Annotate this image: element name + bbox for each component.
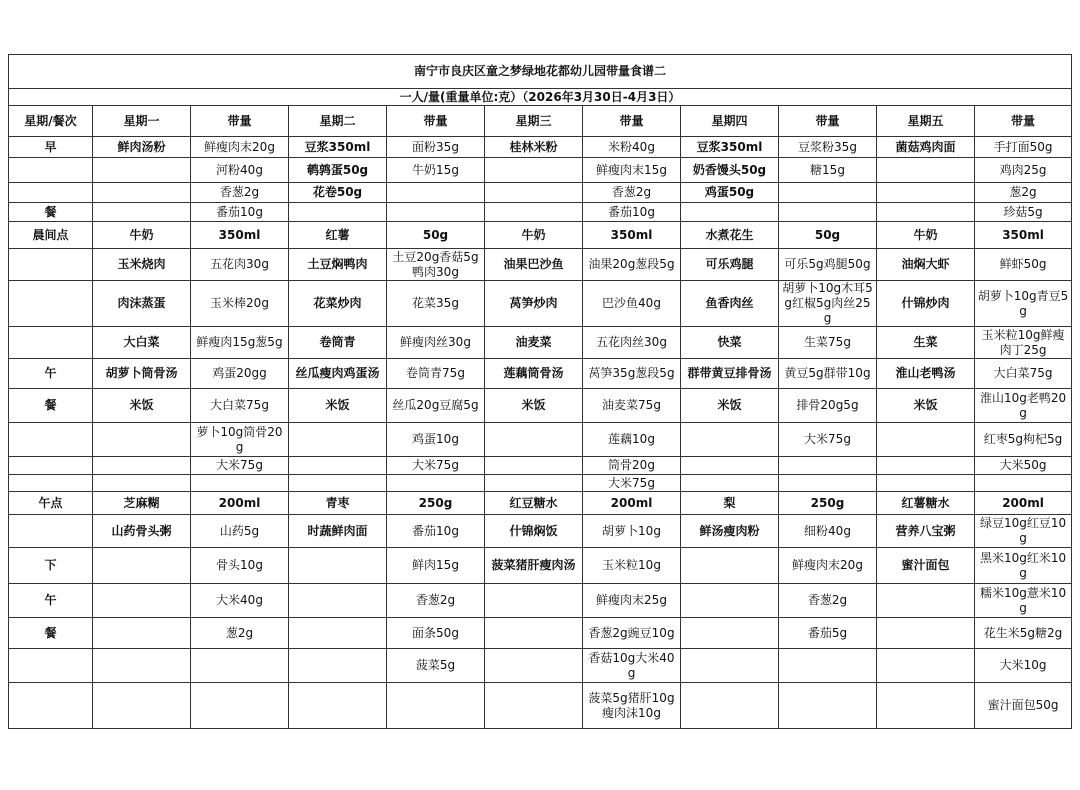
quantity-cell: 200ml [191,492,289,515]
quantity-cell: 手打面50g [975,137,1072,158]
quantity-cell [387,183,485,203]
dish-cell: 鸡蛋50g [681,183,779,203]
dish-cell: 时蔬鲜肉面 [289,515,387,548]
column-header: 星期二 [289,106,387,137]
dish-cell: 油果巴沙鱼 [485,249,583,281]
column-header: 星期一 [93,106,191,137]
menu-sheet [8,54,1071,729]
quantity-cell: 大米40g [191,584,289,618]
quantity-cell: 大白菜75g [191,389,289,423]
dish-cell [681,649,779,683]
quantity-cell: 花生米5g糖2g [975,618,1072,649]
quantity-cell [779,683,877,729]
dish-cell: 胡萝卜筒骨汤 [93,359,191,389]
dish-cell [681,584,779,618]
dish-cell: 鹌鹑蛋50g [289,158,387,183]
dish-cell [877,203,975,222]
dish-cell [877,649,975,683]
quantity-cell: 鲜瘦肉末25g [583,584,681,618]
table-row [9,203,1072,222]
meal-label-cell [9,249,93,281]
dish-cell: 油焖大虾 [877,249,975,281]
dish-cell: 鱼香肉丝 [681,281,779,327]
dish-cell [681,457,779,475]
quantity-cell: 豆浆粉35g [779,137,877,158]
dish-cell: 红薯糖水 [877,492,975,515]
table-row [9,327,1072,359]
quantity-cell: 胡萝卜10g [583,515,681,548]
dish-cell [289,475,387,492]
meal-label-cell [9,683,93,729]
table-row [9,683,1072,729]
dish-cell: 牛奶 [93,222,191,249]
page-subtitle: 一人/量(重量单位:克）（2026年3月30日-4月3日） [9,89,1072,106]
dish-cell [93,183,191,203]
dish-cell: 芝麻糊 [93,492,191,515]
quantity-cell: 胡萝卜10g青豆5g [975,281,1072,327]
dish-cell [485,618,583,649]
quantity-cell: 淮山10g老鸭20g [975,389,1072,423]
dish-cell: 卷筒青 [289,327,387,359]
quantity-cell: 番茄10g [583,203,681,222]
quantity-cell: 大米75g [779,423,877,457]
table-row [9,475,1072,492]
quantity-cell: 大米75g [583,475,681,492]
table-row [9,158,1072,183]
dish-cell [93,158,191,183]
dish-cell [485,158,583,183]
dish-cell [289,618,387,649]
table-row [9,492,1072,515]
quantity-cell [387,203,485,222]
dish-cell: 什锦焖饭 [485,515,583,548]
dish-cell: 牛奶 [485,222,583,249]
dish-cell [485,203,583,222]
meal-label-cell: 午 [9,359,93,389]
column-header: 带量 [975,106,1072,137]
dish-cell: 快菜 [681,327,779,359]
quantity-cell: 黄豆5g群带10g [779,359,877,389]
dish-cell [289,649,387,683]
quantity-cell: 鸡蛋10g [387,423,485,457]
quantity-cell [779,649,877,683]
quantity-cell: 细粉40g [779,515,877,548]
dish-cell: 蜜汁面包 [877,548,975,584]
quantity-cell [191,683,289,729]
dish-cell: 菌菇鸡肉面 [877,137,975,158]
meal-label-cell: 下 [9,548,93,584]
quantity-cell: 油麦菜75g [583,389,681,423]
quantity-cell [191,475,289,492]
table-row [9,137,1072,158]
dish-cell: 桂林米粉 [485,137,583,158]
quantity-cell: 萝卜10g筒骨20g [191,423,289,457]
dish-cell: 豆浆350ml [681,137,779,158]
quantity-cell: 五花肉30g [191,249,289,281]
quantity-cell: 绿豆10g红豆10g [975,515,1072,548]
quantity-cell: 糯米10g薏米10g [975,584,1072,618]
quantity-cell: 五花肉丝30g [583,327,681,359]
quantity-cell: 花菜35g [387,281,485,327]
quantity-cell: 鲜肉15g [387,548,485,584]
quantity-cell [779,457,877,475]
meal-label-cell [9,281,93,327]
column-header: 带量 [191,106,289,137]
quantity-cell: 香葱2g [387,584,485,618]
meal-label-cell: 餐 [9,618,93,649]
dish-cell [93,618,191,649]
dish-cell: 红薯 [289,222,387,249]
quantity-cell: 面条50g [387,618,485,649]
quantity-cell: 卷筒青75g [387,359,485,389]
quantity-cell: 山药5g [191,515,289,548]
quantity-cell: 玉米棒20g [191,281,289,327]
quantity-cell [387,683,485,729]
table-row [9,222,1072,249]
quantity-cell: 250g [387,492,485,515]
quantity-cell: 玉米粒10g鲜瘦肉丁25g [975,327,1072,359]
meal-label-cell [9,457,93,475]
quantity-cell: 鲜瘦肉末20g [191,137,289,158]
column-header: 带量 [779,106,877,137]
dish-cell [877,584,975,618]
dish-cell [485,423,583,457]
dish-cell [93,683,191,729]
quantity-cell: 番茄5g [779,618,877,649]
quantity-cell: 鸡肉25g [975,158,1072,183]
dish-cell: 米饭 [485,389,583,423]
dish-cell: 群带黄豆排骨汤 [681,359,779,389]
meal-label-cell [9,327,93,359]
quantity-cell: 大米10g [975,649,1072,683]
dish-cell: 丝瓜瘦肉鸡蛋汤 [289,359,387,389]
meal-label-cell: 餐 [9,389,93,423]
dish-cell: 花卷50g [289,183,387,203]
dish-cell: 莴笋炒肉 [485,281,583,327]
quantity-cell: 鸡蛋20gg [191,359,289,389]
table-row [9,183,1072,203]
quantity-cell: 大白菜75g [975,359,1072,389]
quantity-cell: 鲜瘦肉末20g [779,548,877,584]
quantity-cell: 鲜瘦肉丝30g [387,327,485,359]
quantity-cell: 番茄10g [191,203,289,222]
dish-cell [877,183,975,203]
dish-cell [289,683,387,729]
table-row [9,618,1072,649]
dish-cell: 米饭 [93,389,191,423]
dish-cell [93,423,191,457]
dish-cell [681,683,779,729]
dish-cell [93,203,191,222]
quantity-cell: 鲜虾50g [975,249,1072,281]
quantity-cell: 香葱2g [191,183,289,203]
meal-label-cell: 午点 [9,492,93,515]
quantity-cell [191,649,289,683]
dish-cell [93,457,191,475]
dish-cell: 营养八宝粥 [877,515,975,548]
meal-label-cell [9,475,93,492]
dish-cell: 米饭 [681,389,779,423]
dish-cell: 可乐鸡腿 [681,249,779,281]
page-title: 南宁市良庆区童之梦绿地花都幼儿园带量食谱二 [9,55,1072,89]
meal-label-cell: 晨间点 [9,222,93,249]
quantity-cell: 大米75g [191,457,289,475]
quantity-cell: 骨头10g [191,548,289,584]
quantity-cell: 玉米粒10g [583,548,681,584]
meal-label-cell [9,423,93,457]
dish-cell: 水煮花生 [681,222,779,249]
dish-cell [289,548,387,584]
quantity-cell: 香葱2g [779,584,877,618]
quantity-cell: 黑米10g红米10g [975,548,1072,584]
dish-cell: 土豆焖鸭肉 [289,249,387,281]
quantity-cell: 胡萝卜10g木耳5g红椒5g肉丝25g [779,281,877,327]
meal-label-cell: 餐 [9,203,93,222]
column-header: 带量 [387,106,485,137]
quantity-cell: 丝瓜20g豆腐5g [387,389,485,423]
quantity-cell: 生菜75g [779,327,877,359]
dish-cell: 奶香馒头50g [681,158,779,183]
quantity-cell: 大米75g [387,457,485,475]
dish-cell [93,584,191,618]
quantity-cell [779,203,877,222]
dish-cell: 米饭 [877,389,975,423]
quantity-cell: 蜜汁面包50g [975,683,1072,729]
dish-cell [93,649,191,683]
dish-cell [289,423,387,457]
quantity-cell: 鲜瘦肉15g葱5g [191,327,289,359]
quantity-cell: 250g [779,492,877,515]
quantity-cell: 菠菜5g猪肝10g瘦肉沫10g [583,683,681,729]
table-row [9,359,1072,389]
quantity-cell: 莴笋35g葱段5g [583,359,681,389]
dish-cell [485,584,583,618]
dish-cell [485,183,583,203]
dish-cell [93,548,191,584]
column-header: 星期三 [485,106,583,137]
table-row [9,584,1072,618]
dish-cell: 菠菜猪肝瘦肉汤 [485,548,583,584]
quantity-cell: 香葱2g [583,183,681,203]
dish-cell: 花菜炒肉 [289,281,387,327]
quantity-cell: 350ml [583,222,681,249]
quantity-cell: 葱2g [191,618,289,649]
quantity-cell [779,183,877,203]
dish-cell [681,423,779,457]
table-row [9,281,1072,327]
quantity-cell: 葱2g [975,183,1072,203]
quantity-cell: 面粉35g [387,137,485,158]
dish-cell [93,475,191,492]
table-row [9,249,1072,281]
quantity-cell: 红枣5g枸杞5g [975,423,1072,457]
column-header: 星期五 [877,106,975,137]
meal-label-cell: 午 [9,584,93,618]
quantity-cell: 50g [387,222,485,249]
dish-cell [877,618,975,649]
dish-cell [681,203,779,222]
table-row [9,423,1072,457]
dish-cell: 红豆糖水 [485,492,583,515]
dish-cell [877,683,975,729]
dish-cell [681,618,779,649]
table-row [9,389,1072,423]
meal-label-cell [9,158,93,183]
menu-table [8,54,1072,729]
quantity-cell: 油果20g葱段5g [583,249,681,281]
dish-cell: 莲藕筒骨汤 [485,359,583,389]
dish-cell [877,475,975,492]
table-row [9,548,1072,584]
table-row [9,457,1072,475]
dish-cell: 什锦炒肉 [877,281,975,327]
quantity-cell: 350ml [975,222,1072,249]
dish-cell [289,203,387,222]
dish-cell: 肉沫蒸蛋 [93,281,191,327]
quantity-cell [779,475,877,492]
quantity-cell: 350ml [191,222,289,249]
quantity-cell: 河粉40g [191,158,289,183]
quantity-cell: 香菇10g大米40g [583,649,681,683]
meal-label-cell [9,649,93,683]
dish-cell: 油麦菜 [485,327,583,359]
quantity-cell: 筒骨20g [583,457,681,475]
column-header: 星期/餐次 [9,106,93,137]
quantity-cell: 鲜瘦肉末15g [583,158,681,183]
dish-cell [485,683,583,729]
meal-label-cell [9,515,93,548]
dish-cell [485,649,583,683]
quantity-cell: 莲藕10g [583,423,681,457]
dish-cell [289,584,387,618]
quantity-cell: 珍菇5g [975,203,1072,222]
table-row [9,515,1072,548]
dish-cell: 大白菜 [93,327,191,359]
column-header: 星期四 [681,106,779,137]
quantity-cell: 50g [779,222,877,249]
dish-cell [485,475,583,492]
dish-cell: 豆浆350ml [289,137,387,158]
dish-cell: 鲜肉汤粉 [93,137,191,158]
quantity-cell: 番茄10g [387,515,485,548]
dish-cell: 山药骨头粥 [93,515,191,548]
header-row [9,106,1072,137]
dish-cell: 玉米烧肉 [93,249,191,281]
quantity-cell: 菠菜5g [387,649,485,683]
dish-cell [877,423,975,457]
meal-label-cell [9,183,93,203]
dish-cell [877,158,975,183]
quantity-cell: 200ml [583,492,681,515]
dish-cell [681,475,779,492]
dish-cell [485,457,583,475]
dish-cell: 梨 [681,492,779,515]
dish-cell [681,548,779,584]
quantity-cell [975,475,1072,492]
dish-cell: 牛奶 [877,222,975,249]
quantity-cell: 米粉40g [583,137,681,158]
dish-cell [877,457,975,475]
dish-cell: 生菜 [877,327,975,359]
quantity-cell: 200ml [975,492,1072,515]
column-header: 带量 [583,106,681,137]
quantity-cell: 土豆20g香菇5g鸭肉30g [387,249,485,281]
meal-label-cell: 早 [9,137,93,158]
quantity-cell: 牛奶15g [387,158,485,183]
dish-cell [289,457,387,475]
quantity-cell [387,475,485,492]
quantity-cell: 香葱2g豌豆10g [583,618,681,649]
dish-cell: 淮山老鸭汤 [877,359,975,389]
dish-cell: 青枣 [289,492,387,515]
quantity-cell: 糖15g [779,158,877,183]
table-row [9,649,1072,683]
quantity-cell: 巴沙鱼40g [583,281,681,327]
dish-cell: 米饭 [289,389,387,423]
quantity-cell: 排骨20g5g [779,389,877,423]
dish-cell: 鲜汤瘦肉粉 [681,515,779,548]
quantity-cell: 可乐5g鸡腿50g [779,249,877,281]
quantity-cell: 大米50g [975,457,1072,475]
